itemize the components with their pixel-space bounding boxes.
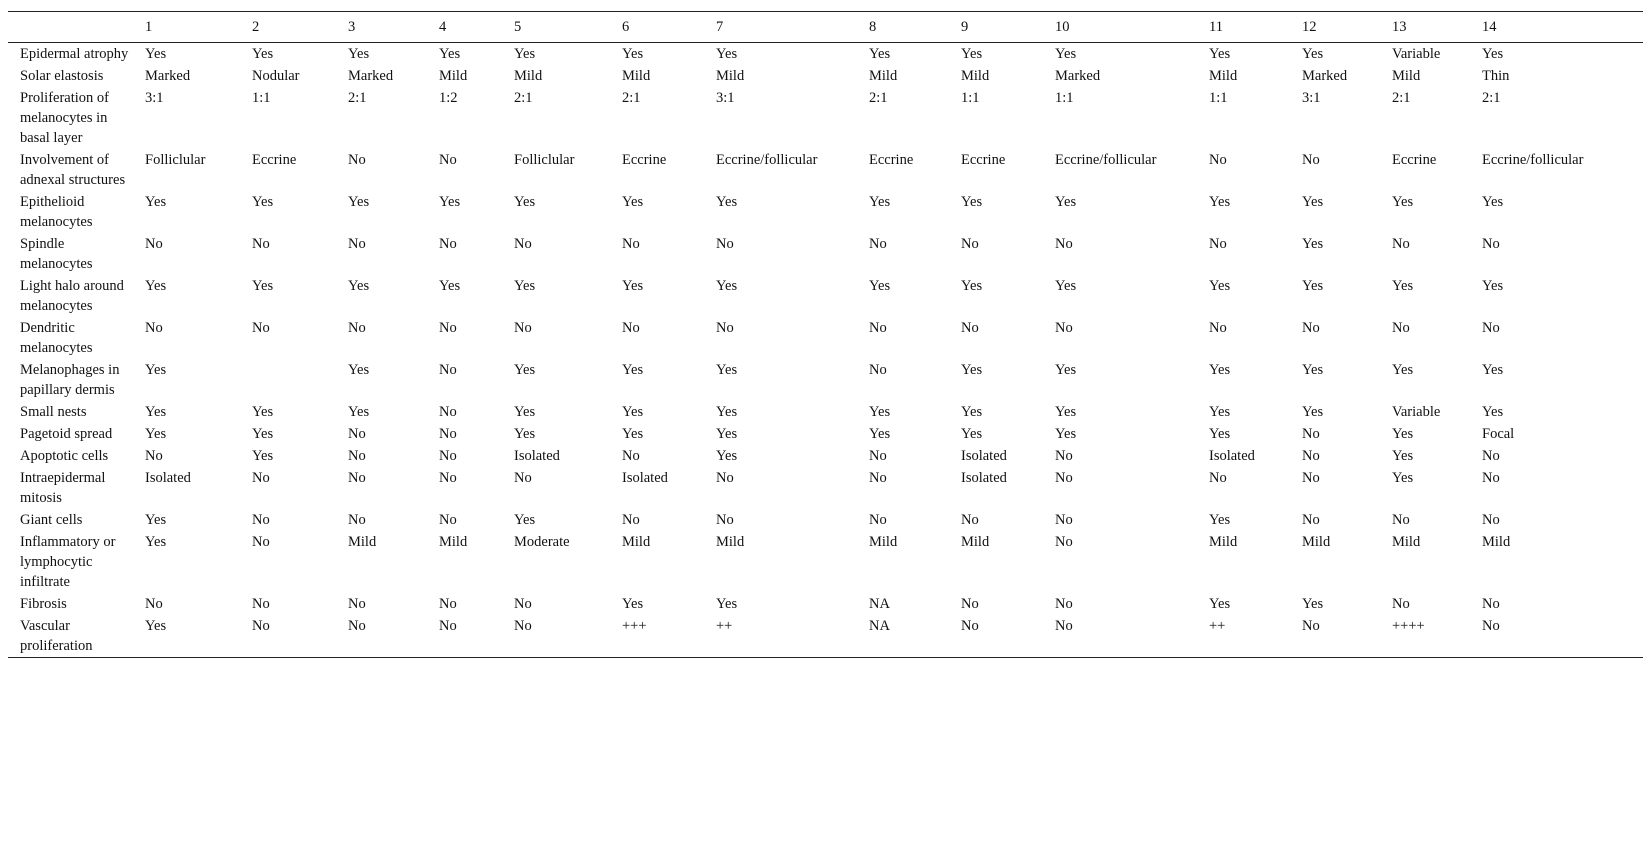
- column-header: 14: [1482, 19, 1497, 35]
- table-cell: Yes: [869, 404, 891, 420]
- table-cell: No: [961, 596, 979, 612]
- table-cell: Yes: [622, 426, 644, 442]
- table-cell: Yes: [1302, 236, 1324, 252]
- table-cell: No: [1482, 236, 1500, 252]
- table-cell: Yes: [1482, 404, 1504, 420]
- table-cell: No: [348, 426, 366, 442]
- table-cell: No: [1209, 152, 1227, 168]
- table-cell: Yes: [716, 448, 738, 464]
- table-cell: Mild: [622, 534, 651, 550]
- table-cell: Marked: [145, 68, 191, 84]
- table-row: [8, 531, 1643, 593]
- row-label: Intraepidermal mitosis: [20, 470, 106, 506]
- table-cell: Yes: [145, 278, 167, 294]
- table-cell: Yes: [348, 46, 370, 62]
- table-cell: Yes: [252, 46, 274, 62]
- table-cell: Yes: [1392, 362, 1414, 378]
- table-cell: Isolated: [514, 448, 560, 464]
- table-cell: Yes: [1055, 362, 1077, 378]
- row-label: Apoptotic cells: [20, 448, 109, 464]
- table-cell: Yes: [1392, 194, 1414, 210]
- table-cell: Yes: [961, 46, 983, 62]
- table-cell: No: [514, 618, 532, 634]
- table-cell: No: [1209, 236, 1227, 252]
- table-cell: Mild: [716, 534, 745, 550]
- table-cell: Mild: [1482, 534, 1511, 550]
- table-cell: Mild: [1392, 534, 1421, 550]
- table-cell: No: [348, 512, 366, 528]
- table-cell: No: [622, 236, 640, 252]
- table-cell: Yes: [1392, 278, 1414, 294]
- table-cell: Yes: [1302, 362, 1324, 378]
- table-cell: Yes: [145, 46, 167, 62]
- column-header: 1: [145, 19, 153, 35]
- column-header: 2: [252, 19, 260, 35]
- table-row: [8, 43, 1643, 66]
- table-cell: Mild: [1392, 68, 1421, 84]
- column-header: 5: [514, 19, 522, 35]
- table-cell: Yes: [252, 448, 274, 464]
- table-cell: No: [1482, 618, 1500, 634]
- table-cell: No: [622, 448, 640, 464]
- table-cell: ++: [1209, 618, 1226, 634]
- table-cell: 1:1: [1055, 90, 1074, 106]
- table-cell: Yes: [514, 404, 536, 420]
- table-cell: Yes: [869, 46, 891, 62]
- table-cell: No: [1482, 320, 1500, 336]
- table-cell: Yes: [716, 362, 738, 378]
- table-cell: No: [961, 236, 979, 252]
- table-cell: No: [869, 362, 887, 378]
- table-cell: ++: [716, 618, 733, 634]
- table-cell: Yes: [716, 46, 738, 62]
- table-cell: Isolated: [622, 470, 668, 486]
- table-cell: Yes: [252, 194, 274, 210]
- table-cell: Mild: [1302, 534, 1331, 550]
- table-row: [8, 615, 1643, 658]
- table-cell: Yes: [1302, 194, 1324, 210]
- table-cell: Marked: [348, 68, 394, 84]
- table-cell: Yes: [514, 512, 536, 528]
- table-cell: No: [1482, 512, 1500, 528]
- table-cell: Yes: [1302, 404, 1324, 420]
- table-cell: Yes: [1055, 194, 1077, 210]
- table-cell: 2:1: [1482, 90, 1501, 106]
- table-cell: Yes: [961, 426, 983, 442]
- table-cell: Eccrine/follicular: [1482, 152, 1584, 168]
- table-cell: No: [439, 470, 457, 486]
- table-cell: Yes: [716, 404, 738, 420]
- table-cell: Mild: [439, 534, 468, 550]
- row-label: Dendritic melanocytes: [20, 320, 93, 356]
- table-cell: Yes: [514, 194, 536, 210]
- table-cell: Mild: [716, 68, 745, 84]
- table-cell: Yes: [514, 46, 536, 62]
- table-cell: No: [439, 618, 457, 634]
- table-cell: Yes: [961, 194, 983, 210]
- table-cell: Mild: [869, 68, 898, 84]
- table-row: [8, 317, 1643, 359]
- table-cell: No: [622, 512, 640, 528]
- table-cell: No: [252, 512, 270, 528]
- table-cell: No: [252, 236, 270, 252]
- table-cell: No: [1302, 448, 1320, 464]
- table-cell: No: [252, 320, 270, 336]
- table-cell: Yes: [348, 194, 370, 210]
- table-cell: No: [869, 470, 887, 486]
- table-cell: Moderate: [514, 534, 570, 550]
- table-row: [8, 65, 1643, 87]
- table-cell: Yes: [348, 362, 370, 378]
- table-cell: Yes: [961, 404, 983, 420]
- table-cell: No: [439, 152, 457, 168]
- table-cell: Yes: [1055, 46, 1077, 62]
- table-cell: Yes: [1055, 278, 1077, 294]
- table-cell: Focal: [1482, 426, 1515, 442]
- table-cell: Yes: [1209, 194, 1231, 210]
- column-header: 6: [622, 19, 630, 35]
- column-header: 8: [869, 19, 877, 35]
- table-cell: No: [1302, 320, 1320, 336]
- table-cell: Yes: [869, 426, 891, 442]
- table-cell: Yes: [145, 362, 167, 378]
- table-cell: Mild: [348, 534, 377, 550]
- table-cell: No: [1392, 320, 1410, 336]
- table-body: [8, 43, 1643, 658]
- table-cell: Marked: [1055, 68, 1101, 84]
- table-cell: No: [1055, 512, 1073, 528]
- table-cell: 2:1: [514, 90, 533, 106]
- table-cell: Yes: [869, 278, 891, 294]
- table-cell: No: [716, 320, 734, 336]
- table-cell: No: [348, 320, 366, 336]
- row-label: Small nests: [20, 404, 87, 420]
- row-label: Involvement of adnexal structures: [20, 152, 126, 188]
- column-header: 11: [1209, 19, 1223, 35]
- table-cell: No: [1055, 236, 1073, 252]
- table-cell: No: [439, 236, 457, 252]
- table-cell: Folliclular: [514, 152, 575, 168]
- row-label: Spindle melanocytes: [20, 236, 93, 272]
- table-row: [8, 87, 1643, 149]
- table-cell: No: [439, 362, 457, 378]
- row-label: Giant cells: [20, 512, 83, 528]
- table-cell: No: [514, 320, 532, 336]
- table-cell: No: [439, 404, 457, 420]
- table-cell: No: [439, 596, 457, 612]
- table-cell: Yes: [145, 194, 167, 210]
- row-label: Light halo around melanocytes: [20, 278, 124, 314]
- table-cell: No: [1055, 618, 1073, 634]
- table-cell: No: [1055, 470, 1073, 486]
- column-header: 9: [961, 19, 969, 35]
- table-cell: Yes: [1302, 46, 1324, 62]
- table-cell: 1:1: [1209, 90, 1228, 106]
- table-cell: Yes: [716, 194, 738, 210]
- table-cell: No: [252, 618, 270, 634]
- row-label: Inflammatory or lymphocytic infiltrate: [20, 534, 116, 590]
- table-cell: No: [514, 236, 532, 252]
- table-cell: Yes: [622, 404, 644, 420]
- table-cell: Yes: [716, 596, 738, 612]
- table-row: [8, 509, 1643, 531]
- table-cell: Yes: [1392, 426, 1414, 442]
- table-cell: No: [716, 470, 734, 486]
- table-cell: Yes: [622, 596, 644, 612]
- table-container: [8, 11, 1643, 658]
- table-cell: No: [145, 320, 163, 336]
- table-cell: No: [1302, 426, 1320, 442]
- table-cell: No: [716, 512, 734, 528]
- table-cell: 3:1: [145, 90, 164, 106]
- column-header: 13: [1392, 19, 1407, 35]
- table-cell: Yes: [716, 426, 738, 442]
- table-row: [8, 233, 1643, 275]
- table-cell: Yes: [252, 278, 274, 294]
- table-cell: Yes: [252, 426, 274, 442]
- table-cell: No: [1302, 470, 1320, 486]
- table-cell: No: [1209, 320, 1227, 336]
- table-cell: Yes: [439, 194, 461, 210]
- table-cell: No: [439, 426, 457, 442]
- table-cell: Yes: [622, 194, 644, 210]
- table-cell: No: [348, 448, 366, 464]
- table-cell: Yes: [514, 426, 536, 442]
- table-cell: Eccrine: [1392, 152, 1437, 168]
- table-cell: Thin: [1482, 68, 1510, 84]
- table-cell: +++: [622, 618, 647, 634]
- table-cell: 1:2: [439, 90, 458, 106]
- table-cell: Eccrine: [869, 152, 914, 168]
- table-cell: No: [869, 512, 887, 528]
- table-cell: Mild: [961, 68, 990, 84]
- table-cell: No: [514, 596, 532, 612]
- table-cell: Yes: [1209, 512, 1231, 528]
- row-label: Epithelioid melanocytes: [20, 194, 93, 230]
- row-label: Vascular proliferation: [20, 618, 93, 654]
- table-cell: No: [961, 320, 979, 336]
- column-header: 3: [348, 19, 356, 35]
- table-cell: Folliclular: [145, 152, 206, 168]
- table-row: [8, 275, 1643, 317]
- table-cell: Yes: [514, 362, 536, 378]
- row-label: Solar elastosis: [20, 68, 104, 84]
- table-cell: 2:1: [622, 90, 641, 106]
- table-cell: Eccrine/follicular: [1055, 152, 1157, 168]
- table-cell: Yes: [1209, 278, 1231, 294]
- table-cell: Mild: [439, 68, 468, 84]
- table-cell: No: [869, 236, 887, 252]
- table-cell: Eccrine: [961, 152, 1006, 168]
- table-cell: No: [1392, 236, 1410, 252]
- table-row: [8, 191, 1643, 233]
- table-cell: No: [145, 596, 163, 612]
- table-cell: 2:1: [869, 90, 888, 106]
- table-cell: Eccrine/follicular: [716, 152, 818, 168]
- table-cell: Mild: [961, 534, 990, 550]
- table-cell: No: [1302, 512, 1320, 528]
- table-cell: Yes: [1482, 194, 1504, 210]
- table-cell: No: [1055, 448, 1073, 464]
- table-cell: No: [252, 596, 270, 612]
- table-cell: Yes: [145, 618, 167, 634]
- table-cell: Eccrine: [252, 152, 297, 168]
- table-cell: NA: [869, 596, 890, 612]
- table-cell: Yes: [1209, 596, 1231, 612]
- table-cell: Mild: [514, 68, 543, 84]
- table-cell: Yes: [439, 46, 461, 62]
- table-cell: Yes: [348, 404, 370, 420]
- table-cell: Yes: [514, 278, 536, 294]
- table-cell: Variable: [1392, 46, 1441, 62]
- table-row: [8, 359, 1643, 401]
- table-cell: No: [1055, 596, 1073, 612]
- histology-table: [8, 11, 1643, 658]
- table-cell: No: [1482, 470, 1500, 486]
- table-cell: Yes: [1209, 426, 1231, 442]
- table-cell: No: [1209, 470, 1227, 486]
- table-cell: Yes: [145, 426, 167, 442]
- table-cell: No: [252, 534, 270, 550]
- table-cell: Yes: [1209, 362, 1231, 378]
- table-cell: 2:1: [1392, 90, 1411, 106]
- table-cell: Yes: [1482, 362, 1504, 378]
- row-label: Pagetoid spread: [20, 426, 113, 442]
- header-row: [8, 12, 1643, 43]
- table-cell: Yes: [145, 404, 167, 420]
- table-cell: Yes: [1055, 404, 1077, 420]
- table-cell: No: [1302, 618, 1320, 634]
- table-cell: No: [1302, 152, 1320, 168]
- table-row: [8, 467, 1643, 509]
- table-cell: No: [145, 236, 163, 252]
- table-cell: Yes: [439, 278, 461, 294]
- table-cell: Yes: [1209, 46, 1231, 62]
- table-cell: No: [1482, 596, 1500, 612]
- table-cell: No: [961, 618, 979, 634]
- table-cell: No: [1482, 448, 1500, 464]
- table-cell: Yes: [252, 404, 274, 420]
- table-cell: No: [348, 152, 366, 168]
- table-cell: No: [716, 236, 734, 252]
- table-cell: Yes: [869, 194, 891, 210]
- table-cell: Yes: [622, 362, 644, 378]
- table-cell: 3:1: [716, 90, 735, 106]
- table-cell: No: [348, 470, 366, 486]
- column-header: 4: [439, 19, 447, 35]
- table-cell: Yes: [1482, 278, 1504, 294]
- table-cell: 1:1: [252, 90, 271, 106]
- table-cell: 2:1: [348, 90, 367, 106]
- table-cell: Mild: [1209, 68, 1238, 84]
- table-cell: Yes: [145, 534, 167, 550]
- table-cell: Yes: [1055, 426, 1077, 442]
- table-cell: Yes: [1302, 278, 1324, 294]
- table-cell: No: [348, 596, 366, 612]
- table-cell: Yes: [1482, 46, 1504, 62]
- table-cell: No: [961, 512, 979, 528]
- table-row: [8, 593, 1643, 615]
- table-cell: No: [1392, 596, 1410, 612]
- table-cell: Eccrine: [622, 152, 667, 168]
- table-cell: No: [252, 470, 270, 486]
- table-cell: Mild: [1209, 534, 1238, 550]
- table-cell: No: [514, 470, 532, 486]
- corner-cell: [8, 12, 133, 43]
- table-cell: NA: [869, 618, 890, 634]
- table-cell: [240, 359, 336, 401]
- table-cell: Yes: [961, 278, 983, 294]
- row-label: Epidermal atrophy: [20, 46, 129, 62]
- table-cell: Variable: [1392, 404, 1441, 420]
- table-row: [8, 149, 1643, 191]
- table-cell: Yes: [145, 512, 167, 528]
- table-cell: No: [439, 320, 457, 336]
- table-cell: No: [145, 448, 163, 464]
- table-cell: Yes: [1209, 404, 1231, 420]
- table-cell: No: [1392, 512, 1410, 528]
- table-cell: No: [439, 448, 457, 464]
- column-header: 12: [1302, 19, 1317, 35]
- column-header: 7: [716, 19, 724, 35]
- table-cell: No: [1055, 534, 1073, 550]
- table-cell: Marked: [1302, 68, 1348, 84]
- table-cell: Isolated: [1209, 448, 1255, 464]
- table-cell: Yes: [716, 278, 738, 294]
- table-cell: No: [348, 618, 366, 634]
- table-cell: Yes: [622, 46, 644, 62]
- table-cell: 1:1: [961, 90, 980, 106]
- table-cell: Yes: [1302, 596, 1324, 612]
- row-label: Melanophages in papillary dermis: [20, 362, 120, 398]
- table-cell: Yes: [961, 362, 983, 378]
- table-cell: No: [869, 448, 887, 464]
- table-cell: Yes: [1392, 470, 1414, 486]
- table-cell: Mild: [622, 68, 651, 84]
- table-cell: Mild: [869, 534, 898, 550]
- table-cell: No: [348, 236, 366, 252]
- table-cell: No: [1055, 320, 1073, 336]
- table-row: [8, 445, 1643, 467]
- table-cell: Yes: [622, 278, 644, 294]
- table-cell: 3:1: [1302, 90, 1321, 106]
- row-label: Fibrosis: [20, 596, 67, 612]
- table-cell: Yes: [1392, 448, 1414, 464]
- table-row: [8, 423, 1643, 445]
- column-header: 10: [1055, 19, 1070, 35]
- table-cell: No: [439, 512, 457, 528]
- table-row: [8, 401, 1643, 423]
- table-cell: ++++: [1392, 618, 1425, 634]
- table-cell: No: [869, 320, 887, 336]
- table-cell: Isolated: [145, 470, 191, 486]
- table-cell: Yes: [348, 278, 370, 294]
- table-cell: Isolated: [961, 470, 1007, 486]
- table-cell: Isolated: [961, 448, 1007, 464]
- row-label: Proliferation of melanocytes in basal layer: [20, 90, 109, 146]
- table-cell: Nodular: [252, 68, 300, 84]
- table-cell: No: [622, 320, 640, 336]
